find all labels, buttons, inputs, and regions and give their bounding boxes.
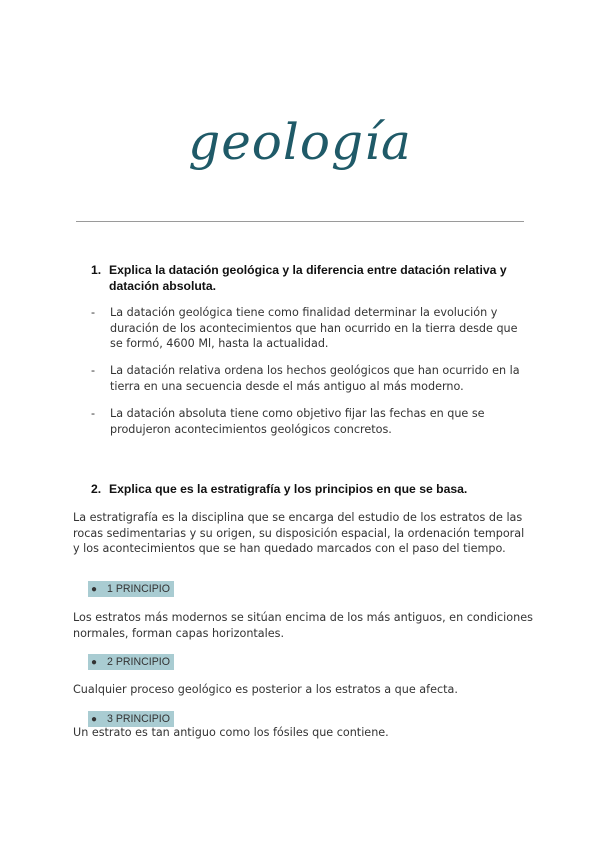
answer-bullet — [91, 305, 531, 352]
answer-bullet — [91, 406, 531, 437]
bullet-dot: ● — [91, 657, 98, 668]
dash-marker: - — [91, 407, 96, 420]
question-text: Explica la datación geológica y la diferencia entre datación relativa y datación absoluta. — [109, 263, 507, 293]
principle-text: Los estratos más modernos se sitúan encima de los más antiguos, en condiciones normales, forman capas horizontales. — [73, 611, 533, 640]
bullet-dot: ● — [91, 714, 98, 725]
principle-label-text: 1 PRINCIPIO — [107, 583, 170, 595]
question-number: 1. — [91, 263, 102, 277]
bullet-text: La datación absoluta tiene como objetivo fijar las fechas en que se produjeron acontecimientos geológicos concretos. — [110, 407, 485, 436]
dash-marker: - — [91, 306, 96, 319]
principle-label-text: 3 PRINCIPIO — [107, 713, 170, 725]
bullet-text: La datación relativa ordena los hechos geológicos que han ocurrido en la tierra en una secuencia desde el más antiguo al más moderno. — [110, 364, 520, 393]
intro-paragraph: La estratigrafía es la disciplina que se encarga del estudio de los estratos de las rocas sedimentarias y su origen, su disposición espacial, la ordenación temporal y los acontecimientos que se han quedado marcados con el paso del tiempo. — [73, 511, 525, 555]
principle-text: Un estrato es tan antiguo como los fósiles que contiene. — [73, 726, 389, 739]
answer-bullet — [91, 363, 531, 394]
dash-marker: - — [91, 364, 96, 377]
question-text: Explica que es la estratigrafía y los principios en que se basa. — [109, 482, 468, 496]
principle-label — [88, 654, 174, 670]
principle-label-text: 2 PRINCIPIO — [107, 656, 170, 668]
question-1-heading — [91, 262, 511, 294]
page-title: geología — [188, 113, 412, 171]
principle-label — [88, 581, 174, 597]
bullet-dot: ● — [91, 584, 98, 595]
question-2-heading — [91, 481, 511, 497]
divider — [76, 221, 524, 222]
bullet-text: La datación geológica tiene como finalidad determinar la evolución y duración de los acontecimientos que han ocurrido en la tierra desde que se formó, 4600 Ml, hasta la actualidad. — [110, 306, 518, 350]
question-number: 2. — [91, 482, 102, 496]
principle-text: Cualquier proceso geológico es posterior a los estratos a que afecta. — [73, 683, 458, 696]
